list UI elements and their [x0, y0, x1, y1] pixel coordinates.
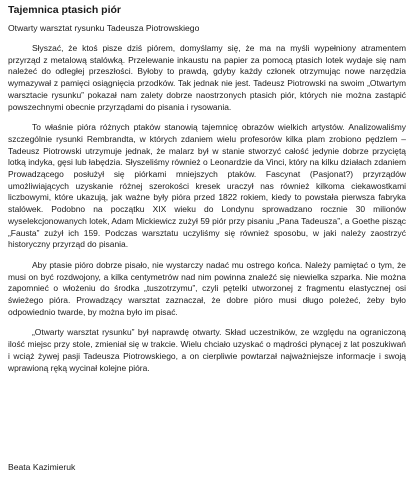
paragraph: To właśnie pióra różnych ptaków stanowią tajemnicę obrazów wielkich artystów. Analizowaliśmy szczególnie rysunki Rembrandta, w których zdaniem wielu profesorów kilka plam zrobiono pędzlem – Tadeusz Piotrowski utrzymuje jednak, że malarz był w stanie stworzyć całość jedynie dobrze przyciętą lotką indyka, gęsi lub łabędzia. Słyszeliśmy również o Leonardzie da Vinci, który na kilku działach zdaniem Prowadzącego posłużył się piórkami mniejszych ptaków. Fascynat (Pasjonat?) przyrządów umożliwiających uzyskanie różnej szerokości kresek uraczył nas również kilkoma ciekawostkami liczbowymi, które ukazują, jak ważne były pióra przed 1822 rokiem, kiedy to powstała pierwsza fabryka stalówek. Podobno na początku XIX wieku do Londynu sprowadzano rocznie 30 milionów wyselekcjonowanych lotek, Adam Mickiewicz zużył 59 piór przy pisaniu „Pana Tadeusza”, a Goethe pisząc „Fausta” zużył ich 159. Podczas warsztatu uczyliśmy się również sposobu, w jaki należy zaostrzyć historyczny przyrząd do pisania. [8, 122, 406, 250]
paragraph: „Otwarty warsztat rysunku” był naprawdę otwarty. Skład uczestników, ze względu na ograniczoną ilość miejsc przy stole, zmieniał się w trakcie. Wielu chciało uzyskać o mądrości płynącej z lat poszukiwań i wciąż żywej pasji Tadeusza Piotrowskiego, a on cierpliwie powtarzał najważniejsze informacje i swoją wprawioną ręką wycinał kolejne pióra. [8, 327, 406, 373]
paragraph: Aby ptasie pióro dobrze pisało, nie wystarczy nadać mu ostrego końca. Należy pamiętać o tym, że musi on być rozdwojony, a kilka centymetrów nad nim powinna znaleźć się niewielka szparka. Nie można zapomnieć o włożeniu do środka „tuszotrzymu”, czyli pętelki utworzonej z fragmentu elastycznej osi świeżego pióra. Prowadzący warsztat zaznaczał, że dobre pióro musi długo poleżeć, żeby było odpowiednio twarde, by można było im pisać. [8, 259, 406, 317]
paragraph: Słyszać, że ktoś pisze dziś piórem, domyślamy się, że ma na myśli wypełniony atramentem przyrząd z metalową stalówką. Przelewanie inkaustu na papier za pomocą ptasich lotek wydaje się nam należeć do odległej przeszłości. Byłoby to prawdą, gdyby każdy członek otrzymując nowe narzędzia wymazywał z pamięci osiągnięcia przodków. Tak jednak nie jest. Tadeusz Piotrowski na swoim „Otwartym warsztacie rysunku” pokazał nam zalety dobrze naostrzonych ptasich piór, których nie można zastąpić powszechnymi obecnie przyrządami do pisania i rysowania. [8, 43, 406, 112]
author-signature: Beata Kazimieruk [8, 462, 76, 472]
document-subtitle: Otwarty warsztat rysunku Tadeusza Piotrowskiego [8, 23, 200, 33]
document-title: Tajemnica ptasich piór [8, 4, 122, 16]
